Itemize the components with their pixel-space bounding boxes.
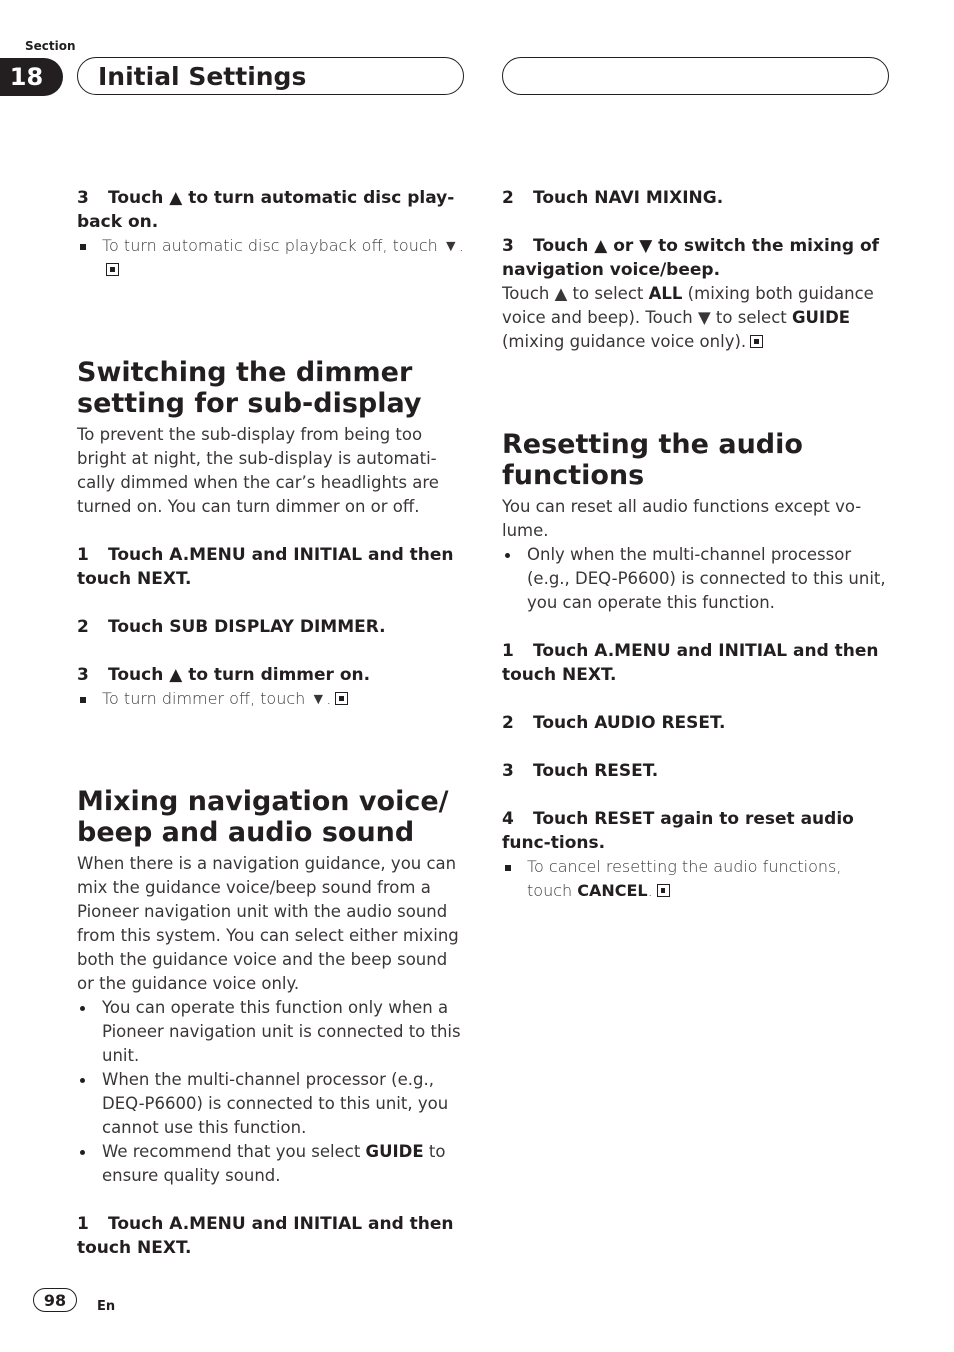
list-item: We recommend that you select GUIDE to ensure quality sound. [77,1140,465,1188]
end-mark-icon [106,263,119,276]
step-heading: 2 Touch SUB DISPLAY DIMMER. [77,617,386,637]
page-number: 98 [33,1288,77,1312]
end-mark-icon [750,335,763,348]
list-item: When the multi-channel processor (e.g., DEQ-P6600) is connected to this unit, you cannot use this function. [77,1068,465,1140]
square-bullet-icon [80,697,86,703]
bullet-dot-icon [505,553,510,558]
bullet-dot-icon [80,1006,85,1011]
paragraph: Touch ▲ to select ALL (mixing both guidance voice and beep). Touch ▼ to select GUIDE (mixing guidance voice only). [502,284,874,351]
step-heading: 3 Touch RESET. [502,761,659,781]
paragraph: When there is a navigation guidance, you can mix the guidance voice/beep sound from a Pioneer navigation unit with the audio sound from this system. You can select either mixing both the guidance voice and the beep sound or the guidance voice only. [77,854,459,993]
step-heading: 2 Touch NAVI MIXING. [502,188,724,208]
left-column [77,186,465,1260]
step-note: To turn automatic disc playback off, touch ▼. [77,234,465,282]
list-item: You can operate this function only when a Pioneer navigation unit is connected to this unit. [77,996,465,1068]
section-heading-mixing: Mixing navigation voice/ beep and audio sound [77,786,449,848]
step-note: To turn dimmer off, touch ▼. [77,687,465,711]
section-heading-reset: Resetting the audio functions [502,429,803,491]
step-heading: 2 Touch AUDIO RESET. [502,713,726,733]
step-note: To cancel resetting the audio functions, touch CANCEL. [502,855,890,903]
step-heading: 3 Touch ▲ or ▼ to switch the mixing of navigation voice/beep. [502,236,880,280]
list-item: Only when the multi-channel processor (e.g., DEQ-P6600) is connected to this unit, you can operate this function. [502,543,890,615]
step-heading: 3 Touch ▲ to turn automatic disc play-back on. [77,188,455,232]
paragraph: You can reset all audio functions except vo-lume. [502,497,862,540]
bullet-dot-icon [80,1150,85,1155]
section-heading-dimmer: Switching the dimmer setting for sub-display [77,357,422,419]
step-heading: 4 Touch RESET again to reset audio func-tions. [502,809,854,853]
step-heading: 3 Touch ▲ to turn dimmer on. [77,665,371,685]
empty-header-box [502,57,889,95]
paragraph: To prevent the sub-display from being too bright at night, the sub-display is automati-cally dimmed when the car’s headlights are turned on. You can turn dimmer on or off. [77,425,439,516]
chapter-title-box [77,57,464,95]
step-heading: 1 Touch A.MENU and INITIAL and then touch NEXT. [77,1214,454,1258]
square-bullet-icon [505,865,511,871]
bullet-dot-icon [80,1078,85,1083]
end-mark-icon [657,884,670,897]
square-bullet-icon [80,244,86,250]
chapter-title: Initial Settings [98,61,307,91]
right-column [502,186,890,903]
step-heading: 1 Touch A.MENU and INITIAL and then touch NEXT. [502,641,879,685]
end-mark-icon [335,692,348,705]
section-number-tab: 18 [0,58,63,96]
language-label: En [97,1299,116,1314]
section-label: Section [25,39,76,53]
step-heading: 1 Touch A.MENU and INITIAL and then touch NEXT. [77,545,454,589]
